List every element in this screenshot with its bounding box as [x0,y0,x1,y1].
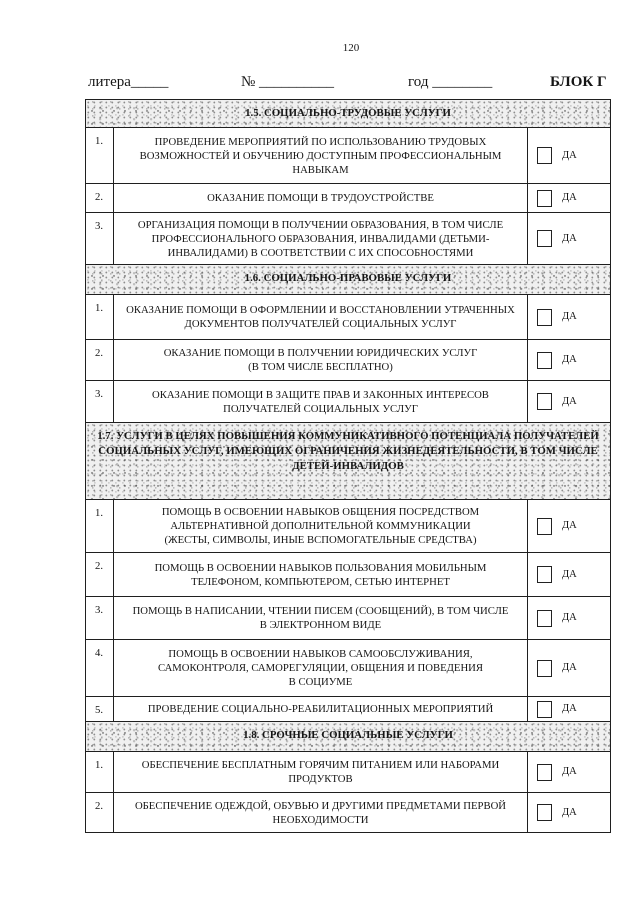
answer-label: ДА [562,612,577,623]
service-row [86,752,611,793]
service-row [86,184,611,213]
row-number: 1. [86,752,114,793]
answer-label: ДА [562,149,577,161]
service-row [86,793,611,833]
service-text: ОБЕСПЕЧЕНИЕ БЕСПЛАТНЫМ ГОРЯЧИМ ПИТАНИЕМ ИЛИ НАБОРАМИ ПРОДУКТОВ [114,752,528,793]
row-number: 2. [86,793,114,833]
row-number: 3. [86,381,114,423]
answer-checkbox[interactable] [537,190,552,207]
answer-label: ДА [562,662,577,673]
answer-checkbox[interactable] [537,518,552,535]
row-number: 1. [86,295,114,340]
answer-label: ДА [562,806,577,818]
answer-cell [528,793,611,833]
service-row [86,553,611,597]
service-text: ПОМОЩЬ В ОСВОЕНИИ НАВЫКОВ ПОЛЬЗОВАНИЯ МОБИЛЬНЫМ ТЕЛЕФОНОМ, КОМПЬЮТЕРОМ, СЕТЬЮ ИНТЕРНЕТ [114,553,528,597]
page-number: 120 [342,42,360,54]
number-field: № __________ [241,74,335,90]
answer-cell [528,381,611,423]
service-text: ПРОВЕДЕНИЕ МЕРОПРИЯТИЙ ПО ИСПОЛЬЗОВАНИЮ ТРУДОВЫХ ВОЗМОЖНОСТЕЙ И ОБУЧЕНИЮ ДОСТУПНЫМ ПРОФЕССИОНАЛЬНЫМ НАВЫКАМ [114,128,528,184]
row-number: 2. [86,553,114,597]
answer-cell [528,295,611,340]
section-header-row [86,722,611,752]
answer-cell [528,213,611,265]
service-text: ОРГАНИЗАЦИЯ ПОМОЩИ В ПОЛУЧЕНИИ ОБРАЗОВАНИЯ, В ТОМ ЧИСЛЕ ПРОФЕССИОНАЛЬНОГО ОБРАЗОВАНИЯ, ИНВАЛИДАМИ (ДЕТЬМИ- ИНВАЛИДАМИ) В СООТВЕТСТВИИ С ИХ СПОСОБНОСТЯМИ [114,213,528,265]
answer-cell [528,553,611,597]
answer-label: ДА [562,703,577,714]
service-row [86,640,611,697]
answer-label: ДА [562,568,577,580]
answer-checkbox[interactable] [537,147,552,164]
answer-checkbox[interactable] [537,393,552,410]
answer-cell [528,597,611,640]
answer-cell [528,752,611,793]
row-number: 4. [86,640,114,697]
answer-checkbox[interactable] [537,352,552,369]
year-field: год ________ [408,74,493,90]
answer-cell [528,128,611,184]
section-title: 1.6. СОЦИАЛЬНО-ПРАВОВЫЕ УСЛУГИ [86,265,611,295]
row-number: 1. [86,128,114,184]
answer-label: ДА [562,520,577,531]
row-number: 5. [86,697,114,722]
services-table [85,99,611,833]
row-number: 2. [86,184,114,213]
service-row [86,128,611,184]
section-title: 1.7. УСЛУГИ В ЦЕЛЯХ ПОВЫШЕНИЯ КОММУНИКАТИВНОГО ПОТЕНЦИАЛА ПОЛУЧАТЕЛЕЙ СОЦИАЛЬНЫХ УСЛУГ, ИМЕЮЩИХ ОГРАНИЧЕНИЯ ЖИЗНЕДЕЯТЕЛЬНОСТИ, В ТОМ ЧИСЛЕ ДЕТЕЙ-ИНВАЛИДОВ [86,423,611,500]
service-row [86,295,611,340]
litera-field: литера_____ [88,74,169,90]
row-number: 3. [86,213,114,265]
answer-cell [528,184,611,213]
answer-label: ДА [562,766,577,777]
row-number: 2. [86,340,114,381]
answer-checkbox[interactable] [537,566,552,583]
answer-checkbox[interactable] [537,660,552,677]
answer-checkbox[interactable] [537,764,552,781]
answer-label: ДА [562,395,577,407]
answer-checkbox[interactable] [537,804,552,821]
section-header-row [86,100,611,128]
service-text: ПОМОЩЬ В НАПИСАНИИ, ЧТЕНИИ ПИСЕМ (СООБЩЕНИЙ), В ТОМ ЧИСЛЕ В ЭЛЕКТРОННОМ ВИДЕ [114,597,528,640]
service-text: ОКАЗАНИЕ ПОМОЩИ В ОФОРМЛЕНИИ И ВОССТАНОВЛЕНИИ УТРАЧЕННЫХ ДОКУМЕНТОВ ПОЛУЧАТЕЛЕЙ СОЦИАЛЬНЫХ УСЛУГ [114,295,528,340]
answer-checkbox[interactable] [537,701,552,718]
service-row [86,381,611,423]
service-text: ПОМОЩЬ В ОСВОЕНИИ НАВЫКОВ ОБЩЕНИЯ ПОСРЕДСТВОМ АЛЬТЕРНАТИВНОЙ ДОПОЛНИТЕЛЬНОЙ КОММУНИКАЦИИ (ЖЕСТЫ, СИМВОЛЫ, ИНЫЕ ВСПОМОГАТЕЛЬНЫЕ СРЕДСТВА) [114,500,528,553]
row-number: 1. [86,500,114,553]
answer-label: ДА [562,311,577,322]
answer-checkbox[interactable] [537,610,552,627]
section-title: 1.8. СРОЧНЫЕ СОЦИАЛЬНЫЕ УСЛУГИ [86,722,611,752]
service-text: ОБЕСПЕЧЕНИЕ ОДЕЖДОЙ, ОБУВЬЮ И ДРУГИМИ ПРЕДМЕТАМИ ПЕРВОЙ НЕОБХОДИМОСТИ [114,793,528,833]
service-row [86,597,611,640]
answer-cell [528,697,611,722]
answer-label: ДА [562,354,577,365]
answer-cell [528,640,611,697]
service-text: ОКАЗАНИЕ ПОМОЩИ В ЗАЩИТЕ ПРАВ И ЗАКОННЫХ ИНТЕРЕСОВ ПОЛУЧАТЕЛЕЙ СОЦИАЛЬНЫХ УСЛУГ [114,381,528,423]
section-header-row [86,265,611,295]
service-text: ОКАЗАНИЕ ПОМОЩИ В ТРУДОУСТРОЙСТВЕ [114,184,528,213]
service-row [86,697,611,722]
service-row [86,213,611,265]
service-text: ПОМОЩЬ В ОСВОЕНИИ НАВЫКОВ САМООБСЛУЖИВАНИЯ, САМОКОНТРОЛЯ, САМОРЕГУЛЯЦИИ, ОБЩЕНИЯ И ПОВЕДЕНИЯ В СОЦИУМЕ [114,640,528,697]
section-header-row [86,423,611,500]
answer-label: ДА [562,192,577,203]
section-title: 1.5. СОЦИАЛЬНО-ТРУДОВЫЕ УСЛУГИ [86,100,611,128]
block-label: БЛОК Г [550,74,607,90]
answer-checkbox[interactable] [537,230,552,247]
service-text: ОКАЗАНИЕ ПОМОЩИ В ПОЛУЧЕНИИ ЮРИДИЧЕСКИХ УСЛУГ (В ТОМ ЧИСЛЕ БЕСПЛАТНО) [114,340,528,381]
answer-cell [528,500,611,553]
row-number: 3. [86,597,114,640]
service-text: ПРОВЕДЕНИЕ СОЦИАЛЬНО-РЕАБИЛИТАЦИОННЫХ МЕРОПРИЯТИЙ [114,697,528,722]
answer-label: ДА [562,232,577,244]
answer-checkbox[interactable] [537,309,552,326]
service-row [86,500,611,553]
service-row [86,340,611,381]
answer-cell [528,340,611,381]
